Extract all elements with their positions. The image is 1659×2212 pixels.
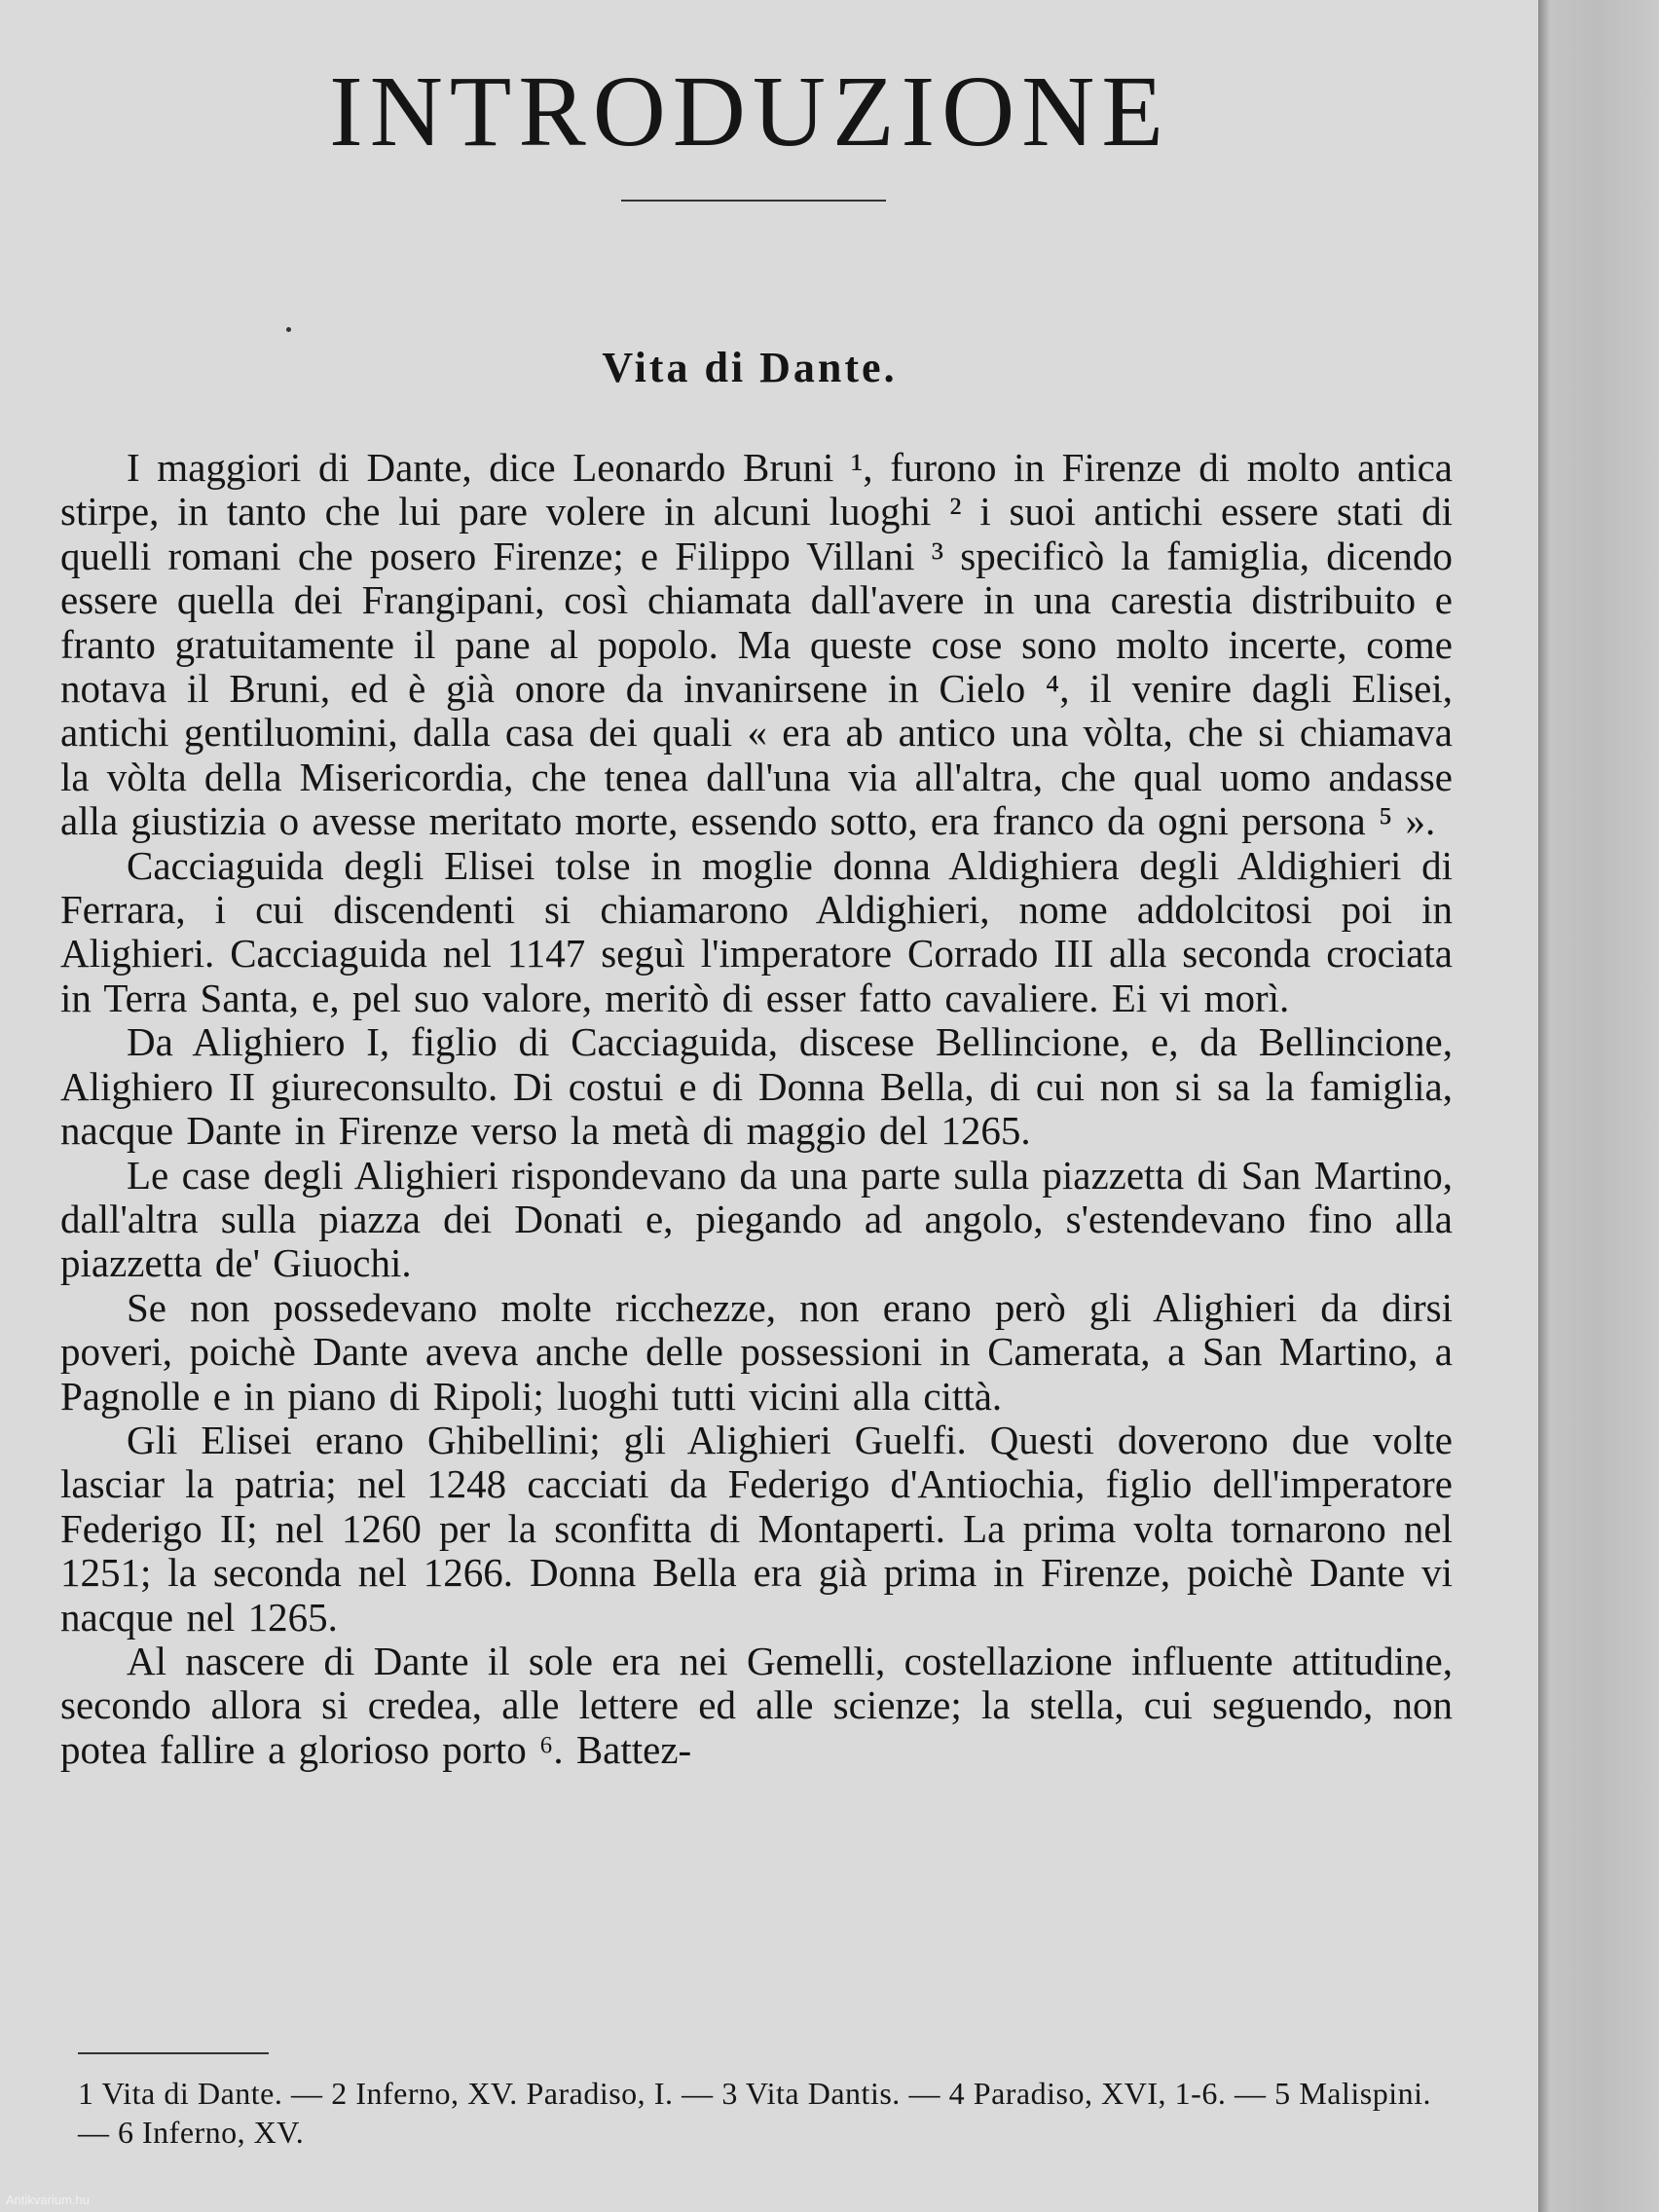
print-speck [286,327,291,332]
title-divider [621,200,886,202]
section-heading: Vita di Dante. [602,344,898,391]
footnote-divider [78,2052,269,2054]
paragraph: Gli Elisei erano Ghibellini; gli Alighieri Guelfi. Questi doverono due volte lasciar la patria; nel 1248 cacciati da Federigo d'Antiochia, figlio dell'imperatore Federigo II; nel 1260 per la sconfitta di Montaperti. La prima volta tornarono nel 1251; la seconda nel 1266. Donna Bella era già prima in Firenze, poichè Dante vi nacque nel 1265. [60,1417,1453,1640]
paragraph: Al nascere di Dante il sole era nei Gemelli, costellazione influente attitudine, secondo allora si credea, alle lettere ed alle scienze; la stella, cui seguendo, non potea fallire a glorioso porto ⁶. Battez- [60,1638,1453,1772]
watermark: Antikvarium.hu [6,2193,90,2207]
body-text [60,446,1453,1772]
paragraph: I maggiori di Dante, dice Leonardo Bruni ¹, furono in Firenze di molto antica stirpe, in tanto che lui pare volere in alcuni luoghi ² i suoi antichi essere stati di quelli romani che posero Firenze; e Filippo Villani ³ specificò la famiglia, dicendo essere quella dei Frangipani, così chiamata dall'avere in una carestia distribuito e franto gratuitamente il pane al popolo. Ma queste cose sono molto incerte, come notava il Bruni, ed è già onore da invanirsene in Cielo ⁴, il venire dagli Elisei, antichi gentiluomini, dalla casa dei quali « era ab antico una vòlta, che si chiamava la vòlta della Misericordia, che tenea dall'una via all'altra, che qual uomo andasse alla giustizia o avesse meritato morte, essendo sotto, era franco da ogni persona ⁵ ». [60,445,1453,844]
page-title: INTRODUZIONE [329,55,1170,167]
paragraph: Cacciaguida degli Elisei tolse in moglie donna Aldighiera degli Aldighieri di Ferrara, i cui discendenti si chiamarono Aldighieri, nome addolcitosi poi in Alighieri. Cacciaguida nel 1147 seguì l'imperatore Corrado III alla seconda crociata in Terra Santa, e, pel suo valore, meritò di esser fatto cavaliere. Ei vi morì. [60,842,1453,1020]
footnotes: 1 Vita di Dante. — 2 Inferno, XV. Paradiso, I. — 3 Vita Dantis. — 4 Paradiso, XVI, 1-6. — 5 Malispini. — 6 Inferno, XV. [78,2076,1431,2150]
paragraph: Le case degli Alighieri rispondevano da una parte sulla piazzetta di San Martino, dall'altra sulla piazza dei Donati e, piegando ad angolo, s'estendevano fino alla piazzetta de' Giuochi. [60,1152,1453,1286]
paragraph: Se non possedevano molte ricchezze, non erano però gli Alighieri da dirsi poveri, poichè Dante aveva anche delle possessioni in Camerata, a San Martino, a Pagnolle e in piano di Ripoli; luoghi tutti vicini alla città. [60,1284,1453,1419]
next-page-edge [1538,0,1659,2212]
paragraph: Da Alighiero I, figlio di Cacciaguida, discese Bellincione, e, da Bellincione, Alighiero II giureconsulto. Di costui e di Donna Bella, di cui non si sa la famiglia, nacque Dante in Firenze verso la metà di maggio del 1265. [60,1019,1453,1154]
